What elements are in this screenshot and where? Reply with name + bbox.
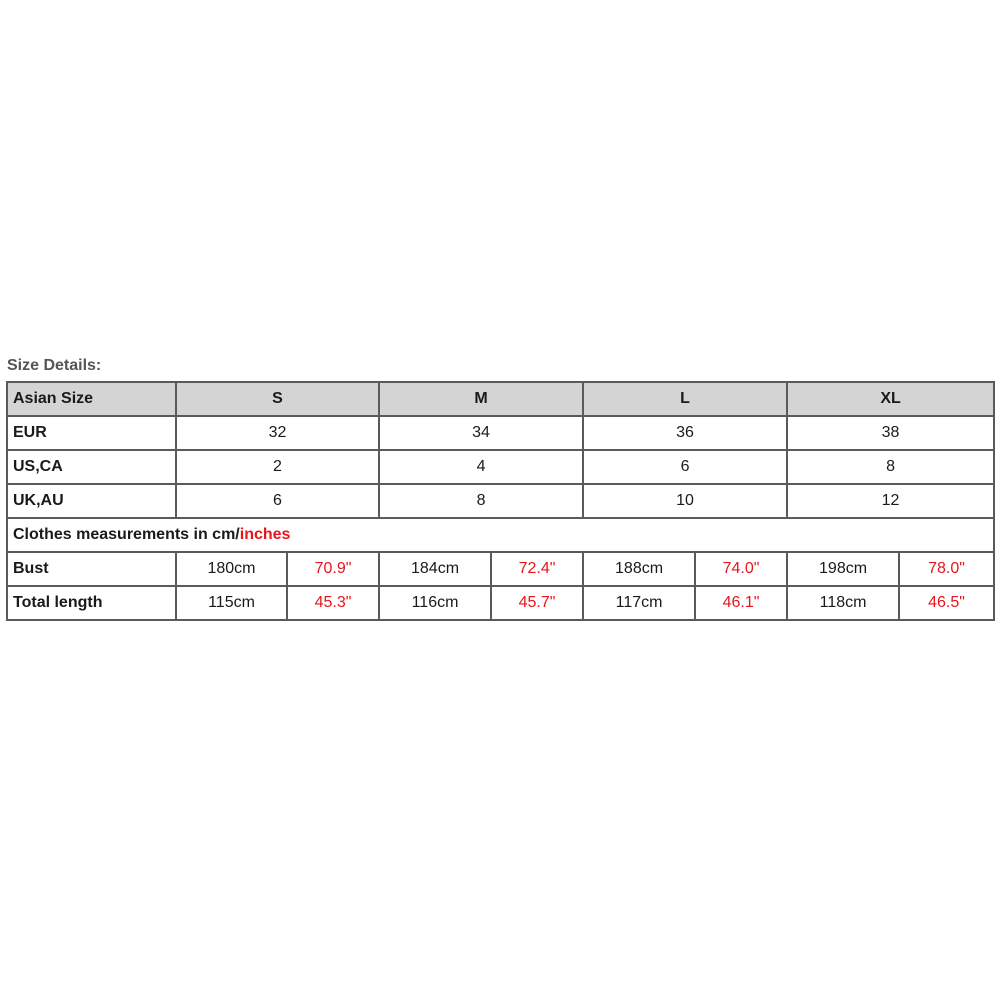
asian-size-label: Asian Size	[7, 382, 176, 416]
size-value: 6	[583, 450, 787, 484]
cm-value: 180cm	[176, 552, 287, 586]
size-value: 2	[176, 450, 379, 484]
row-label: EUR	[7, 416, 176, 450]
size-value: 32	[176, 416, 379, 450]
row-label: UK,AU	[7, 484, 176, 518]
table-row	[7, 416, 994, 450]
size-column-header: M	[379, 382, 583, 416]
row-label: Bust	[7, 552, 176, 586]
cm-value: 198cm	[787, 552, 899, 586]
cm-value: 117cm	[583, 586, 695, 620]
size-value: 8	[379, 484, 583, 518]
table-row	[7, 552, 994, 586]
size-value: 10	[583, 484, 787, 518]
table-row	[7, 484, 994, 518]
inch-value: 45.3"	[287, 586, 379, 620]
size-value: 8	[787, 450, 994, 484]
row-label: US,CA	[7, 450, 176, 484]
measurements-title	[7, 518, 994, 552]
size-chart-table	[6, 381, 995, 621]
table-row	[7, 450, 994, 484]
inch-value: 78.0"	[899, 552, 994, 586]
size-value: 6	[176, 484, 379, 518]
size-value: 38	[787, 416, 994, 450]
inch-value: 46.5"	[899, 586, 994, 620]
cm-value: 188cm	[583, 552, 695, 586]
cm-value: 116cm	[379, 586, 491, 620]
table-row	[7, 586, 994, 620]
measurements-title-prefix: Clothes measurements in cm/	[13, 526, 240, 543]
measurements-title-accent: inches	[239, 526, 291, 543]
inch-value: 74.0"	[695, 552, 787, 586]
size-value: 4	[379, 450, 583, 484]
size-value: 36	[583, 416, 787, 450]
cm-value: 118cm	[787, 586, 899, 620]
size-value: 12	[787, 484, 994, 518]
size-header-row	[7, 382, 994, 416]
cm-value: 184cm	[379, 552, 491, 586]
measurements-title-row	[7, 518, 994, 552]
row-label: Total length	[7, 586, 176, 620]
inch-value: 70.9"	[287, 552, 379, 586]
inch-value: 72.4"	[491, 552, 583, 586]
size-column-header: S	[176, 382, 379, 416]
size-column-header: L	[583, 382, 787, 416]
cm-value: 115cm	[176, 586, 287, 620]
inch-value: 45.7"	[491, 586, 583, 620]
inch-value: 46.1"	[695, 586, 787, 620]
size-details-caption: Size Details:	[7, 357, 102, 374]
size-column-header: XL	[787, 382, 994, 416]
size-value: 34	[379, 416, 583, 450]
